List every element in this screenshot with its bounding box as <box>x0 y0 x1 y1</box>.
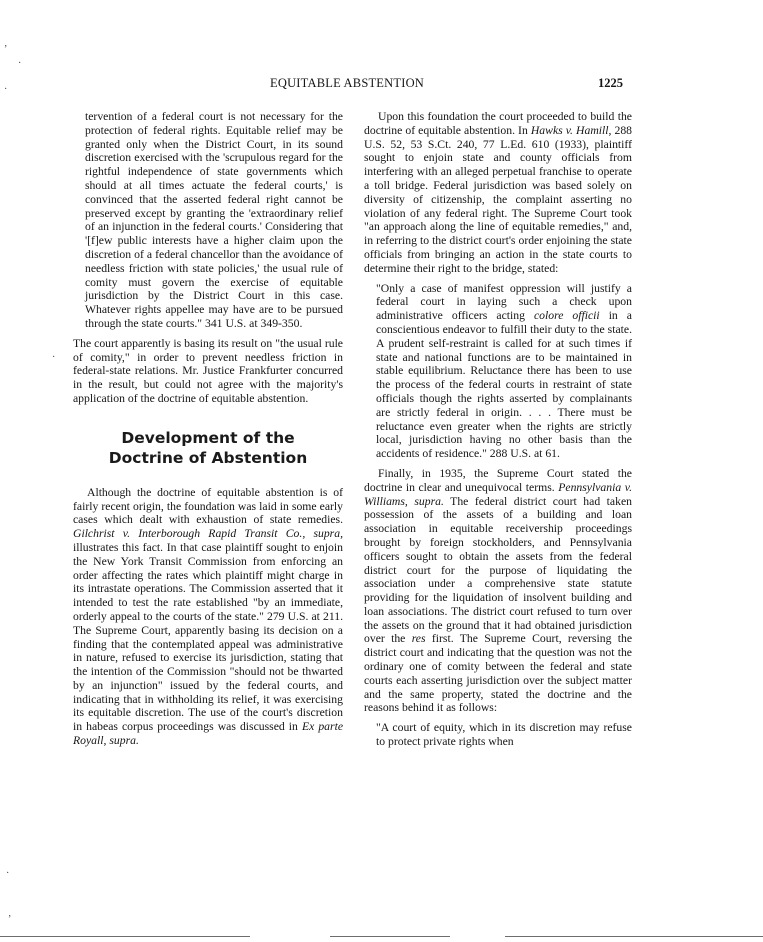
page-number: 1225 <box>598 76 623 90</box>
latin-phrase: colore officii <box>533 309 600 323</box>
case-citation: Gilchrist v. Interborough Rapid Transit Co., supra, <box>73 527 343 541</box>
text-run: in a conscientious endeavor to fulfill their duty to the state. A prudent self-restraint is called for at such times if state and national functions are to be maintained in stable equilibrium. Reluctance there has been to use the process of the federal courts in restraint of state officials though the rights asserted by complainants are strictly federal in origin. . . . There must be reluctance even greater when the rights are strictly local, jurisdiction having no other basis than the accidents of residence." 288 U.S. at 61. <box>376 309 632 461</box>
paragraph-comity: The court apparently is basing its result on "the usual rule of comity," in order to prevent needless friction in federal-state relations. Mr. Justice Frankfurter concurred in the result, but could not agree with the majority's application of the doctrine of equitable abstention. <box>73 336 343 405</box>
case-citation: Hawks v. Hamill, <box>530 123 612 137</box>
text-run: "Only a case of manifest oppression will justify a federal court in laying such a check upon administrative officers acting <box>376 281 632 323</box>
paragraph-origin <box>73 486 343 748</box>
section-heading-line2: Doctrine of Abstention <box>108 448 308 467</box>
paragraph-finally <box>364 467 632 715</box>
running-head: EQUITABLE ABSTENTION <box>270 76 425 90</box>
block-quote-equity: "A court of equity, which in its discretion may refuse to protect private rights when <box>376 721 632 749</box>
case-citation: Ex parte Royall, supra. <box>73 720 344 748</box>
text-run: 288 U.S. 52, 53 S.Ct. 240, 77 L.Ed. 610 (1933), plaintiff sought to enjoin state and county officials from interfering with an alleged perpetual franchise to operate a toll bridge. Federal jurisdiction was based solely on diversity of citizenship, the complaint asserting no violation of any federal right. The Supreme Court took "an approach along the line of equitable remedies," and, in referring to the district court's order enjoining the state officials from bringing an action in the state courts to determine their right to the bridge, stated: <box>364 123 633 275</box>
left-column <box>73 110 343 748</box>
scan-speck: ‚ <box>4 38 8 49</box>
section-heading <box>73 428 343 468</box>
text-run: illustrates this fact. In that case plaintiff sought to enjoin the New York Transit Commission from enforcing an order affecting the rates which plaintiff might charge in its intrastate operations. The Commission asserted that it intended to test the rate established "by an immediate, orderly appeal to the courts of the state." 279 U.S. at 211. The Supreme Court, apparently basing its decision on a finding that the contemplated appeal was administrative in nature, refused to exercise its jurisdiction, stating that the intention of the Commission "should not be thwarted by an injunction" issued by the federal courts, and indicating that in withholding its relief, it was exercising its equitable discretion. The use of the court's discretion in habeas corpus proceedings was discussed in <box>73 540 343 734</box>
text-run: The federal district court had taken possession of the assets of a building and loan association in equitable receivership proceedings brought by foreign stockholders, and Pennsylvania officers sought to obtain the assets from the federal district court for the purpose of liquidating the association under a comprehensive state statute providing for the liquidation of insolvent building and loan associations. The district court refused to turn over the assets on the ground that it had obtained jurisdiction over the <box>364 494 632 646</box>
case-citation: Pennsylvania v. Williams, supra. <box>364 480 632 508</box>
scan-edge-line <box>330 936 450 937</box>
latin-phrase: res <box>411 632 426 646</box>
scan-speck: ‚ <box>8 908 12 919</box>
text-run: Although the doctrine of equitable abstention is of fairly recent origin, the foundation was laid in some early cases which dealt with exhaustion of state remedies. <box>73 485 343 527</box>
scan-edge-line <box>505 936 763 937</box>
scan-speck: · <box>6 868 10 879</box>
section-heading-line1: Development of the <box>121 428 295 447</box>
scan-speck: · <box>4 84 8 95</box>
block-quote-continued: tervention of a federal court is not necessary for the protection of federal rights. Equitable relief may be granted only when the District Court, in its sound discretion exercised with the 'scrupulous regard for the rightful independence of state governments which should at all times actuate the federal courts,' is convinced that the asserted federal right cannot be preserved except by granting the 'extraordinary relief of an injunction in the federal courts.' Considering that '[f]ew public interests have a higher claim upon the discretion of a federal chancellor than the avoidance of needless friction with state policies,' the usual rule of comity must govern the exercise of equitable jurisdiction by the District Court in this case. Whatever rights appellee may have are to be pursued through the state courts." 341 U.S. at 349-350. <box>85 110 343 330</box>
text-run: first. The Supreme Court, reversing the district court and indicating that the question was not the ordinary one of comity between the federal and state courts each asserting jurisdiction over the subject matter and the same property, stated the doctrine and the reasons behind it as follows: <box>364 632 633 715</box>
paragraph-hawks <box>364 110 632 276</box>
scan-speck: · <box>52 352 56 363</box>
scan-edge-line <box>0 936 250 937</box>
block-quote-hawks <box>376 282 632 461</box>
right-column <box>364 110 632 749</box>
scan-speck: · <box>18 58 22 69</box>
text-run: Finally, in 1935, the Supreme Court stated the doctrine in clear and unequivocal terms. <box>364 466 632 494</box>
text-run: Upon this foundation the court proceeded to build the doctrine of equitable abstention. In <box>364 110 632 137</box>
